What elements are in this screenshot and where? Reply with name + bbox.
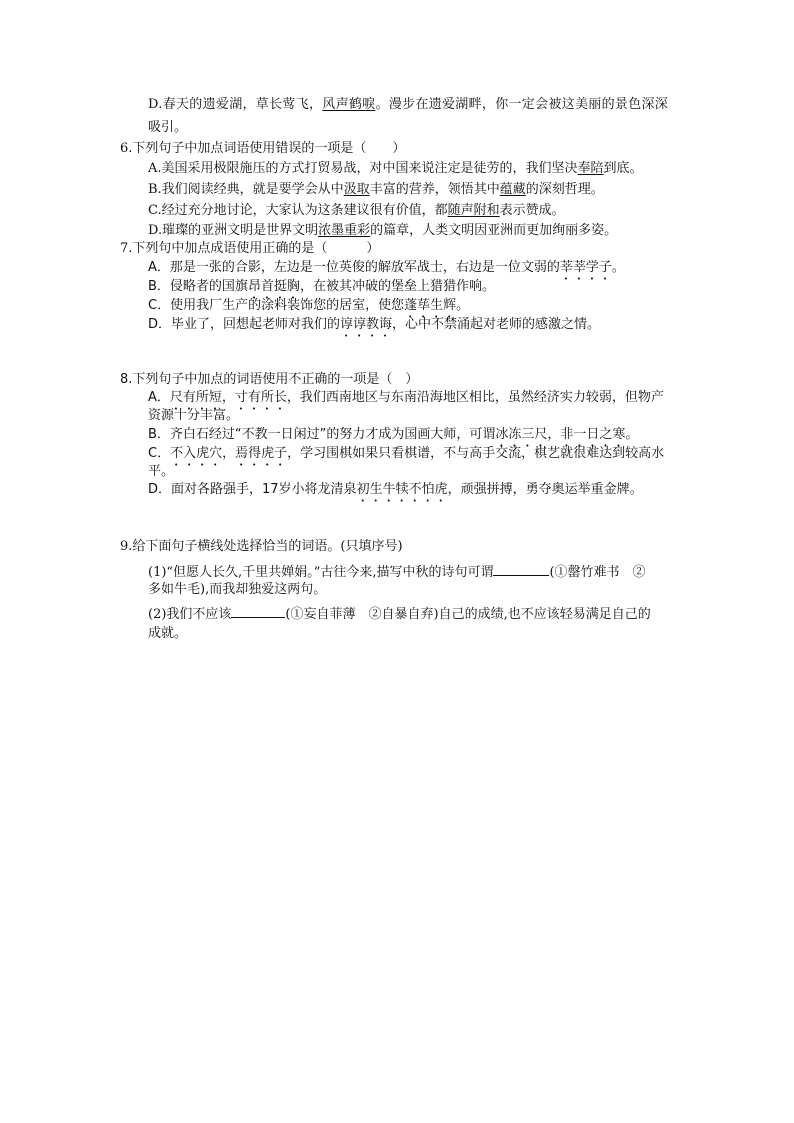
text: ，心中不禁涌起对老师的感激之情。 — [392, 317, 601, 332]
text: 。 — [611, 260, 625, 275]
q8-option-d — [148, 481, 643, 505]
q7-option-d — [148, 316, 600, 340]
text: (①妄自菲薄 ②自暴自弃)自己的成绩,也不应该轻易满足自己的 — [285, 607, 651, 622]
text: B．侵略者的国旗 — [148, 279, 248, 294]
underlined-phrase: 奉陪 — [577, 161, 604, 176]
text: 。 — [625, 427, 639, 442]
q8-option-c-line1 — [148, 445, 664, 469]
underlined-phrase: 蕴藏 — [499, 182, 526, 197]
text: 表示赞成。 — [499, 203, 565, 218]
text: B.我们阅读经典，就是要学会从中 — [148, 182, 344, 197]
q5-option-d-line2: 吸引。 — [148, 120, 188, 135]
q6-option-b — [148, 181, 604, 199]
text: D．毕业了，回想起老师对我们的 — [148, 317, 341, 332]
q6-stem: 6.下列句子中加点词语使用错误的一项是（ ） — [120, 141, 406, 156]
dotted-idiom: 不入虎穴，焉得虎子 — [170, 446, 288, 461]
underlined-phrase: 汲取 — [343, 182, 370, 197]
text: 。漫步在遗爱湖畔，你一定会被这美丽的景色深深 — [375, 97, 669, 112]
text: 丰富的营养，领悟其中 — [369, 182, 500, 197]
underlined-phrase: 随声附和 — [447, 203, 500, 218]
text: ，我们西南地区与东南沿海地区相比，虽然经济实力较弱，但物产 — [286, 390, 664, 405]
text: (①罄竹难书 ② — [549, 565, 646, 580]
text: A．那是一张的合影，左边是一位英俊的解放军战士，右边是一位文弱的 — [148, 260, 560, 275]
text: 。 — [456, 298, 470, 313]
dotted-idiom: 昂首挺胸 — [247, 279, 300, 294]
underlined-phrase: 浓墨重彩 — [318, 223, 371, 238]
q9-sentence-1-line2: 多如牛毛),而我却独爱这两句。 — [148, 582, 327, 597]
text: 的深刻哲理。 — [525, 182, 604, 197]
text: C.经过充分地讨论，大家认为这条建议很有价值，都 — [148, 203, 448, 218]
q9-sentence-2-line1 — [148, 603, 651, 624]
dotted-idiom: 谆谆教诲 — [340, 317, 393, 332]
answer-blank[interactable] — [231, 603, 285, 618]
answer-blank[interactable] — [493, 561, 549, 576]
text: 的篇章，人类文明因亚洲而更加绚丽多姿。 — [370, 223, 618, 238]
dotted-idiom: 初生牛犊不怕虎 — [356, 482, 448, 497]
underlined-phrase: 风声鹤唳 — [322, 97, 376, 112]
text: B．齐白石经过“不教一日闲过”的努力才成为国画大师，可谓 — [148, 427, 496, 442]
dotted-idiom: 蓬荜生辉 — [404, 298, 457, 313]
text: D.春天的遗爱湖，草长莺飞， — [148, 97, 323, 112]
text: D．面对各路强手，17岁小将龙清泉 — [148, 482, 357, 497]
q9-stem: 9.给下面句子横线处选择恰当的词语。(只填序号) — [120, 539, 403, 554]
dotted-idiom: 莘莘学子 — [559, 260, 612, 275]
text: D.璀璨的亚洲文明是世界文明 — [148, 223, 319, 238]
q6-option-c — [148, 202, 565, 220]
q7-stem: 7.下列句中加点成语使用正确的是（ ） — [120, 241, 380, 256]
text: (2)我们不应该 — [148, 607, 232, 622]
text: C． — [148, 446, 171, 461]
text: C．使用我厂生产的涂料装饰您的居室，使您 — [148, 298, 405, 313]
dotted-idiom: 冰冻三尺，非一日之寒 — [495, 427, 626, 442]
q8-option-c-line2: 平。 — [148, 464, 175, 479]
text: A． — [148, 390, 170, 405]
q5-option-d-line1 — [148, 96, 668, 114]
text: A.美国采用极限施压的方式打贸易战，对中国来说注定是徒劳的，我们坚决 — [148, 161, 578, 176]
q6-option-d — [148, 222, 617, 240]
text: (1)“但愿人长久,千里共婵娟。”古往今来,描写中秋的诗句可谓 — [148, 565, 494, 580]
q9-sentence-2-line2: 成就。 — [148, 626, 188, 641]
q8-stem: 8.下列句子中加点的词语使用不正确的一项是（ ） — [120, 372, 419, 387]
dotted-idiom: 尺有所短，寸有所长 — [169, 390, 287, 405]
q6-option-a — [148, 160, 643, 178]
q9-sentence-1-line1 — [148, 561, 646, 582]
q8-option-a-line2: 资源十分丰富。 — [148, 408, 240, 423]
text: 到底。 — [603, 161, 643, 176]
text: ，顽强拼搏，勇夺奥运举重金牌。 — [447, 482, 643, 497]
text: ，在被其冲破的堡垒上猎猎作响。 — [299, 279, 495, 294]
text: ，学习围棋如果只看棋谱，不与高手交流，棋艺就很难达到较高水 — [287, 446, 665, 461]
